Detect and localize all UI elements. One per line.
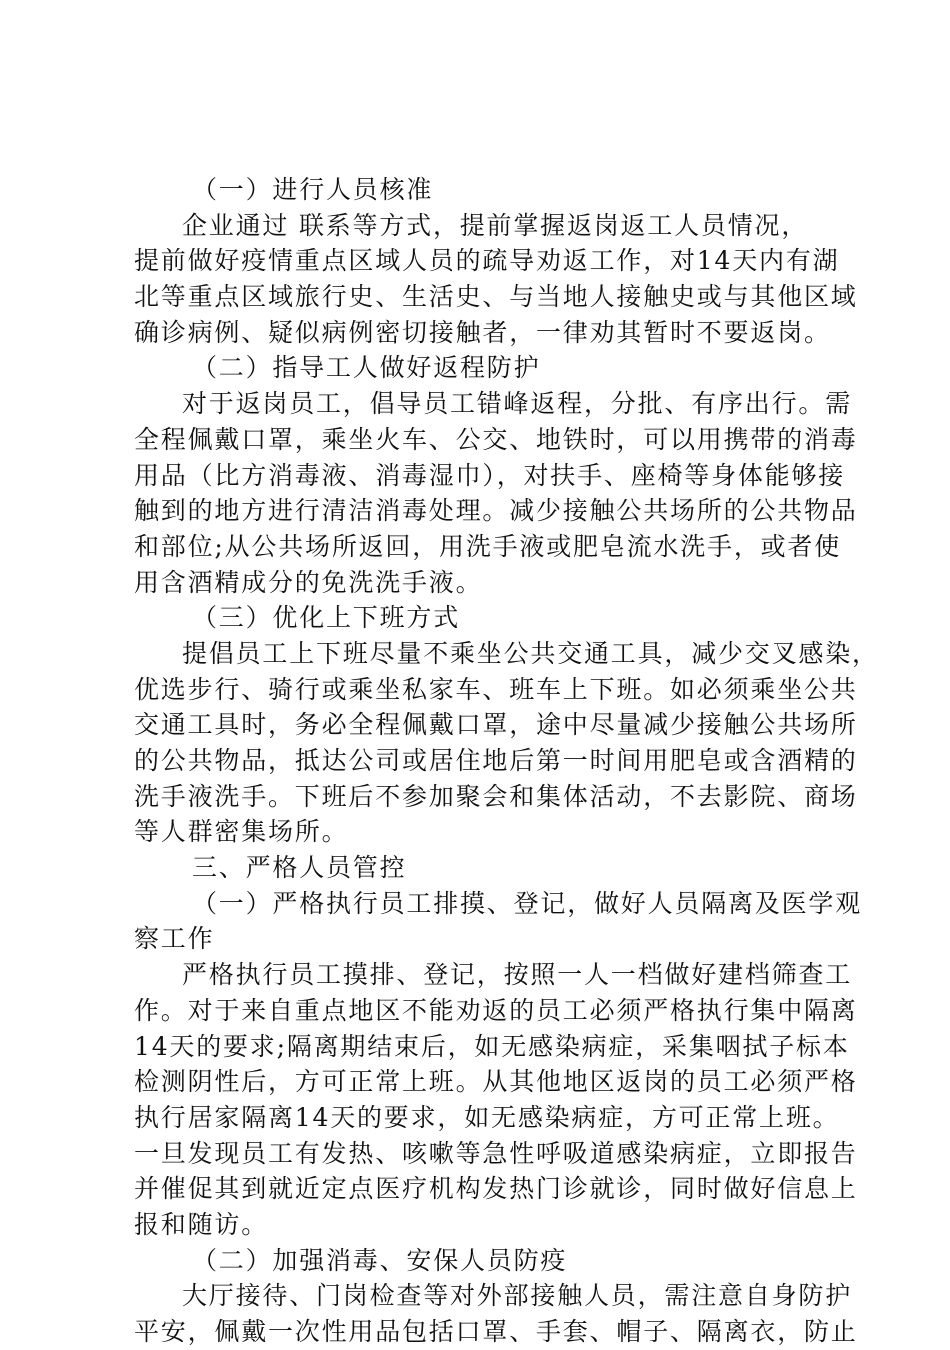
paragraph-line: 察工作: [134, 924, 215, 954]
paragraph-line: 报和随访。: [134, 1209, 269, 1239]
document-body: [134, 172, 879, 1350]
paragraph-line: 交通工具时，务必全程佩戴口罩，途中尽量减少接触公共场所: [134, 710, 858, 740]
paragraph-line: 用品（比方消毒液、消毒湿巾），对扶手、座椅等身体能够接: [134, 460, 846, 490]
paragraph-line: 企业通过 联系等方式，提前掌握返岗返工人员情况，: [182, 210, 809, 240]
subheading-return-protection: （二）指导工人做好返程防护: [192, 353, 541, 383]
subheading-screening: （一）严格执行员工排摸、登记，做好人员隔离及医学观: [192, 888, 863, 918]
paragraph-line: 一旦发现员工有发热、咳嗽等急性呼吸道感染病症，立即报告: [134, 1138, 858, 1168]
paragraph-line: 大厅接待、门岗检查等对外部接触人员，需注意自身防护: [182, 1281, 853, 1311]
paragraph-line: 洗手液洗手。下班后不参加聚会和集体活动，不去影院、商场: [134, 781, 858, 811]
paragraph-line: 执行居家隔离14天的要求，如无感染病症，方可正常上班。: [134, 1102, 840, 1132]
paragraph-line: 优选步行、骑行或乘坐私家车、班车上下班。如必须乘坐公共: [134, 674, 858, 704]
paragraph-line: 提倡员工上下班尽量不乘坐公共交通工具，减少交叉感染，: [182, 638, 879, 668]
subheading-disinfection: （二）加强消毒、安保人员防疫: [192, 1245, 568, 1275]
subheading-verify-personnel: （一）进行人员核准: [192, 175, 434, 204]
paragraph-line: 全程佩戴口罩，乘坐火车、公交、地铁时，可以用携带的消毒: [134, 424, 858, 454]
paragraph-line: 等人群密集场所。: [134, 817, 349, 847]
paragraph-line: 和部位;从公共场所返回，用洗手液或肥皂流水洗手，或者使: [134, 531, 842, 561]
paragraph-line: 严格执行员工摸排、登记，按照一人一档做好建档筛查工: [182, 960, 853, 990]
subheading-commute: （三）优化上下班方式: [192, 603, 461, 633]
paragraph-line: 检测阴性后，方可正常上班。从其他地区返岗的员工必须严格: [134, 1067, 858, 1097]
paragraph-line: 平安，佩戴一次性用品包括口罩、手套、帽子、隔离衣，防止: [134, 1317, 858, 1346]
paragraph-line: 并催促其到就近定点医疗机构发热门诊就诊，同时做好信息上: [134, 1174, 858, 1204]
paragraph-line: 提前做好疫情重点区域人员的疏导劝返工作，对14天内有湖: [134, 246, 840, 276]
section-heading-personnel-control: 三、严格人员管控: [192, 853, 407, 883]
paragraph-line: 触到的地方进行清洁消毒处理。减少接触公共场所的公共物品: [134, 496, 858, 526]
paragraph-line: 用含酒精成分的免洗洗手液。: [134, 567, 483, 597]
paragraph-line: 确诊病例、疑似病例密切接触者，一律劝其暂时不要返岗。: [134, 317, 831, 347]
paragraph-line: 北等重点区域旅行史、生活史、与当地人接触史或与其他区域: [134, 282, 858, 312]
paragraph-line: 作。对于来自重点地区不能劝返的员工必须严格执行集中隔离: [134, 995, 858, 1025]
paragraph-line: 对于返岗员工，倡导员工错峰返程，分批、有序出行。需: [182, 389, 853, 419]
paragraph-line: 14天的要求;隔离期结束后，如无感染病症，采集咽拭子标本: [134, 1031, 850, 1061]
paragraph-line: 的公共物品，抵达公司或居住地后第一时间用肥皂或含酒精的: [134, 746, 858, 775]
